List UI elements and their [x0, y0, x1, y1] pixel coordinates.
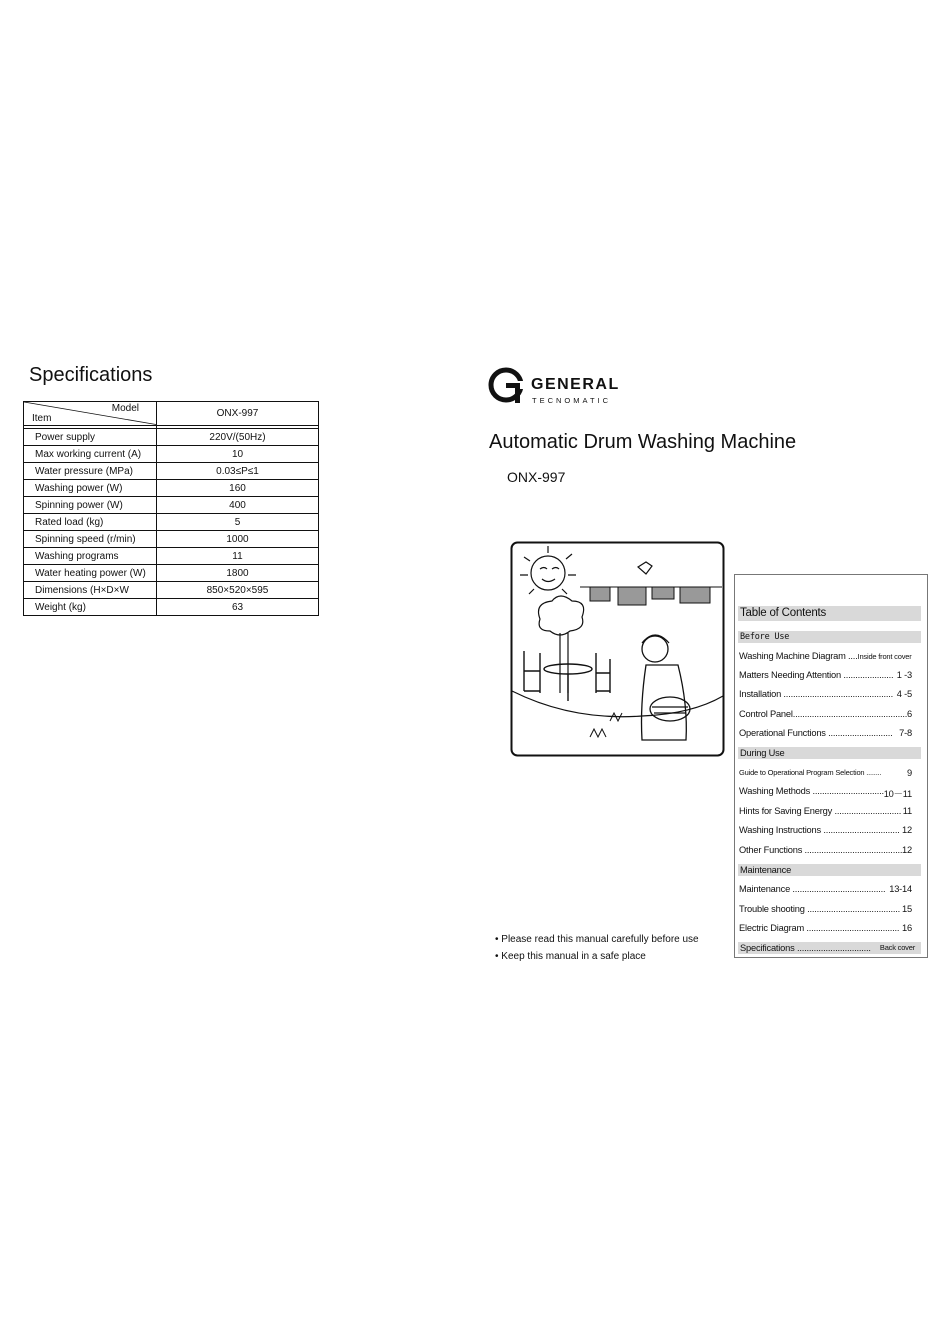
table-row — [24, 599, 319, 616]
table-row — [24, 446, 319, 463]
table-row — [24, 497, 319, 514]
toc-entry-label: Installation .............................................. — [739, 689, 894, 699]
garden-illustration — [510, 541, 725, 757]
toc-entry-page: 9 — [907, 768, 912, 778]
table-row — [24, 514, 319, 531]
header-model-label: Model — [111, 403, 139, 414]
toc-entry-page: 1 -3 — [896, 670, 912, 680]
toc-entry-page: Inside front cover — [857, 652, 912, 661]
table-row — [24, 548, 319, 565]
toc-entry-label: Control Panel................................................ — [739, 709, 908, 719]
toc-entry-label: Other Functions ......................................... — [739, 845, 903, 855]
table-of-contents — [734, 574, 928, 958]
toc-entry-page: 15 — [902, 904, 912, 914]
toc-section-during-use: During Use — [738, 747, 921, 759]
header-item-label: Item — [32, 413, 52, 424]
toc-entry-label: Washing Instructions ................................ — [739, 825, 900, 835]
toc-entry[interactable] — [739, 786, 912, 799]
toc-entry-page: 13-14 — [889, 884, 912, 894]
toc-entry[interactable] — [739, 825, 912, 835]
toc-entry[interactable] — [739, 728, 912, 738]
toc-entry[interactable] — [739, 651, 912, 661]
row-label: Max working current (A) — [24, 446, 157, 463]
header-model-value: ONX-997 — [157, 402, 319, 426]
table-header-row — [24, 402, 319, 426]
row-label: Weight (kg) — [24, 599, 157, 616]
table-row — [24, 565, 319, 582]
toc-entry[interactable] — [739, 806, 912, 816]
logo-g-icon — [487, 366, 527, 406]
toc-entry-page: 11 — [902, 806, 912, 816]
row-value: 63 — [157, 599, 319, 616]
toc-entry-label: Operational Functions ........................... — [739, 728, 893, 738]
row-value: 160 — [157, 480, 319, 497]
row-label: Spinning power (W) — [24, 497, 157, 514]
row-value: 11 — [157, 548, 319, 565]
specifications-table — [23, 401, 319, 616]
table-row — [24, 463, 319, 480]
row-label: Water heating power (W) — [24, 565, 157, 582]
specifications-title: Specifications — [29, 364, 153, 386]
logo-wordmark: GENERAL — [531, 376, 620, 393]
toc-entry-label: Maintenance ....................................... — [739, 884, 886, 894]
toc-entry-label: Hints for Saving Energy ............................ — [739, 806, 902, 816]
toc-entry[interactable] — [739, 845, 912, 855]
row-value: 850×520×595 — [157, 582, 319, 599]
toc-entry-label: Guide to Operational Program Selection ........ — [739, 768, 882, 777]
toc-entry-page: Back cover — [879, 943, 915, 952]
toc-entry-page: 6 — [907, 709, 912, 719]
usage-note: • Keep this manual in a safe place — [495, 951, 646, 962]
toc-entry[interactable] — [739, 689, 912, 699]
row-value: 1000 — [157, 531, 319, 548]
usage-note: • Please read this manual carefully before use — [495, 934, 699, 945]
logo-subtitle: TECNOMATIC — [532, 396, 612, 405]
toc-entry-label: Trouble shooting ....................................... — [739, 904, 901, 914]
document-model: ONX-997 — [507, 469, 566, 485]
table-row — [24, 582, 319, 599]
document-title: Automatic Drum Washing Machine — [489, 431, 797, 453]
toc-entry-label: Specifications ............................... — [740, 943, 871, 953]
toc-entry-label: Washing Machine Diagram .... — [739, 651, 858, 661]
toc-entry[interactable] — [738, 942, 921, 954]
row-value: 400 — [157, 497, 319, 514]
row-label: Spinning speed (r/min) — [24, 531, 157, 548]
toc-entry[interactable] — [739, 768, 912, 777]
row-label: Rated load (kg) — [24, 514, 157, 531]
toc-entry-label: Electric Diagram ....................................... — [739, 923, 900, 933]
toc-entry-page: 12 — [902, 825, 912, 835]
toc-entry-page: 10－11 — [883, 789, 912, 799]
table-row — [24, 480, 319, 497]
row-value: 10 — [157, 446, 319, 463]
brand-logo — [487, 366, 627, 410]
toc-entry[interactable] — [739, 709, 912, 719]
row-value: 0.03≤P≤1 — [157, 463, 319, 480]
toc-entry-label: Matters Needing Attention ..................... — [739, 670, 894, 680]
toc-entry-page: 7-8 — [899, 728, 912, 738]
toc-entry-page: 4 -5 — [896, 689, 912, 699]
toc-entry-label: Washing Methods .............................. — [739, 786, 884, 796]
toc-entry-page: 12 — [902, 845, 912, 855]
toc-entry[interactable] — [739, 670, 912, 680]
table-row — [24, 531, 319, 548]
toc-title: Table of Contents — [738, 606, 921, 621]
row-label: Dimensions (H×D×W — [24, 582, 157, 599]
toc-entry[interactable] — [739, 923, 912, 933]
row-value: 220V/(50Hz) — [157, 429, 319, 446]
row-label: Washing power (W) — [24, 480, 157, 497]
toc-entry[interactable] — [739, 904, 912, 914]
toc-section-before-use: Before Use — [738, 631, 921, 643]
row-label: Water pressure (MPa) — [24, 463, 157, 480]
row-value: 1800 — [157, 565, 319, 582]
toc-entry[interactable] — [739, 884, 912, 894]
table-row — [24, 429, 319, 446]
row-label: Washing programs — [24, 548, 157, 565]
row-value: 5 — [157, 514, 319, 531]
header-diagonal-cell — [24, 402, 157, 426]
row-label: Power supply — [24, 429, 157, 446]
toc-entry-page: 16 — [902, 923, 912, 933]
toc-section-maintenance: Maintenance — [738, 864, 921, 876]
